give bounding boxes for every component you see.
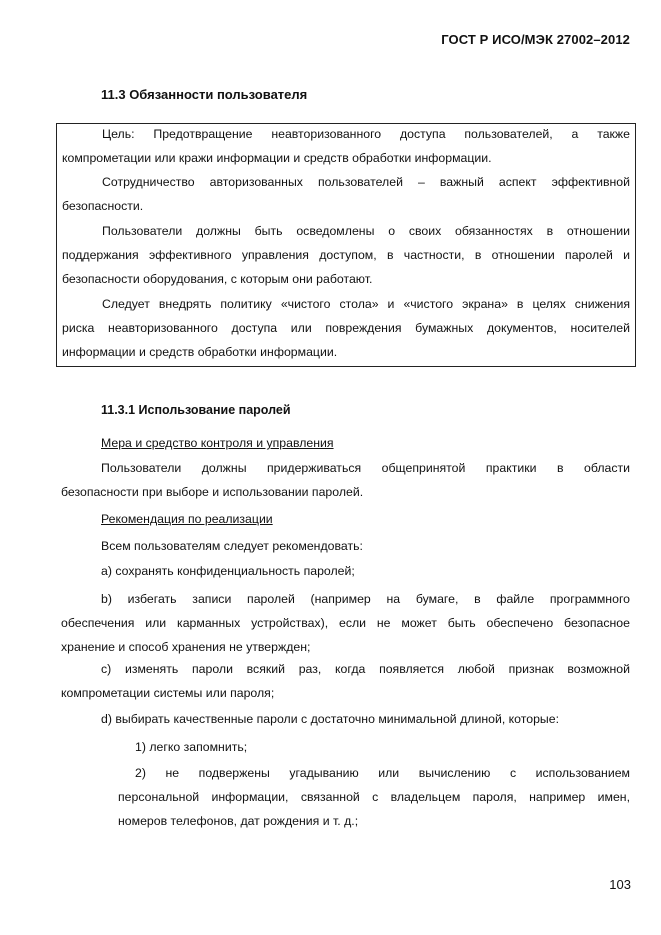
item-b <box>61 587 630 659</box>
guidance-heading: Рекомендация по реализации <box>101 512 273 526</box>
awareness-line-3: безопасности оборудования, с которым они работают. <box>62 272 373 286</box>
subsection-title: 11.3.1 Использование паролей <box>101 403 291 417</box>
awareness-paragraph <box>62 219 630 291</box>
document-id-header: ГОСТ Р ИСО/МЭК 27002–2012 <box>441 32 630 47</box>
awareness-line-1: Пользователи должны быть осведомлены о своих обязанностях в отношении <box>102 224 630 238</box>
control-paragraph <box>61 456 630 504</box>
policy-line-1: Следует внедрять политику «чистого стола» и «чистого экрана» в целях снижения <box>102 297 630 311</box>
control-heading: Мера и средство контроля и управления <box>101 436 334 450</box>
item-b-line-2: обеспечения или карманных устройствах), если не может быть обеспечено безопасное <box>61 616 630 630</box>
item-c <box>61 657 630 705</box>
policy-paragraph <box>62 292 630 364</box>
policy-line-2: риска неавторизованного доступа или повреждения бумажных документов, носителей <box>62 321 630 335</box>
item-b-line-1: b) избегать записи паролей (например на бумаге, в файле программного <box>101 592 630 606</box>
item-d: d) выбирать качественные пароли с достаточно минимальной длиной, которые: <box>101 712 559 726</box>
item-d2 <box>118 761 630 833</box>
section-title: 11.3 Обязанности пользователя <box>101 87 308 102</box>
awareness-line-2: поддержания эффективного управления доступом, в частности, в отношении паролей и <box>62 248 630 262</box>
item-a: а) сохранять конфиденциальность паролей; <box>101 564 355 578</box>
control-line-2: безопасности при выборе и использовании паролей. <box>61 485 364 499</box>
policy-line-3: информации и средств обработки информации. <box>62 345 338 359</box>
goal-paragraph <box>62 122 630 170</box>
cooperation-line-1: Сотрудничество авторизованных пользователей – важный аспект эффективной <box>102 175 630 189</box>
item-d2-line-1: 2) не подвержены угадыванию или вычислению с использованием <box>135 766 630 780</box>
item-c-line-2: компрометации системы или пароля; <box>61 686 275 700</box>
item-b-line-3: хранение и способ хранения не утвержден; <box>61 640 311 654</box>
item-c-line-1: c) изменять пароли всякий раз, когда появляется любой признак возможной <box>101 662 630 676</box>
cooperation-line-2: безопасности. <box>62 199 144 213</box>
goal-line-2: компрометации или кражи информации и средств обработки информации. <box>62 151 492 165</box>
goal-line-1: Цель: Предотвращение неавторизованного доступа пользователей, а также <box>102 127 630 141</box>
item-d2-line-2: персональной информации, связанной с владельцем пароля, например имен, <box>118 790 630 804</box>
page-number: 103 <box>609 877 631 892</box>
item-d1: 1) легко запомнить; <box>135 740 248 754</box>
intro-text: Всем пользователям следует рекомендовать: <box>101 539 363 553</box>
item-d2-line-3: номеров телефонов, дат рождения и т. д.; <box>118 814 359 828</box>
control-line-1: Пользователи должны придерживаться общепринятой практики в области <box>101 461 630 475</box>
cooperation-paragraph <box>62 170 630 218</box>
objective-box <box>56 123 636 367</box>
